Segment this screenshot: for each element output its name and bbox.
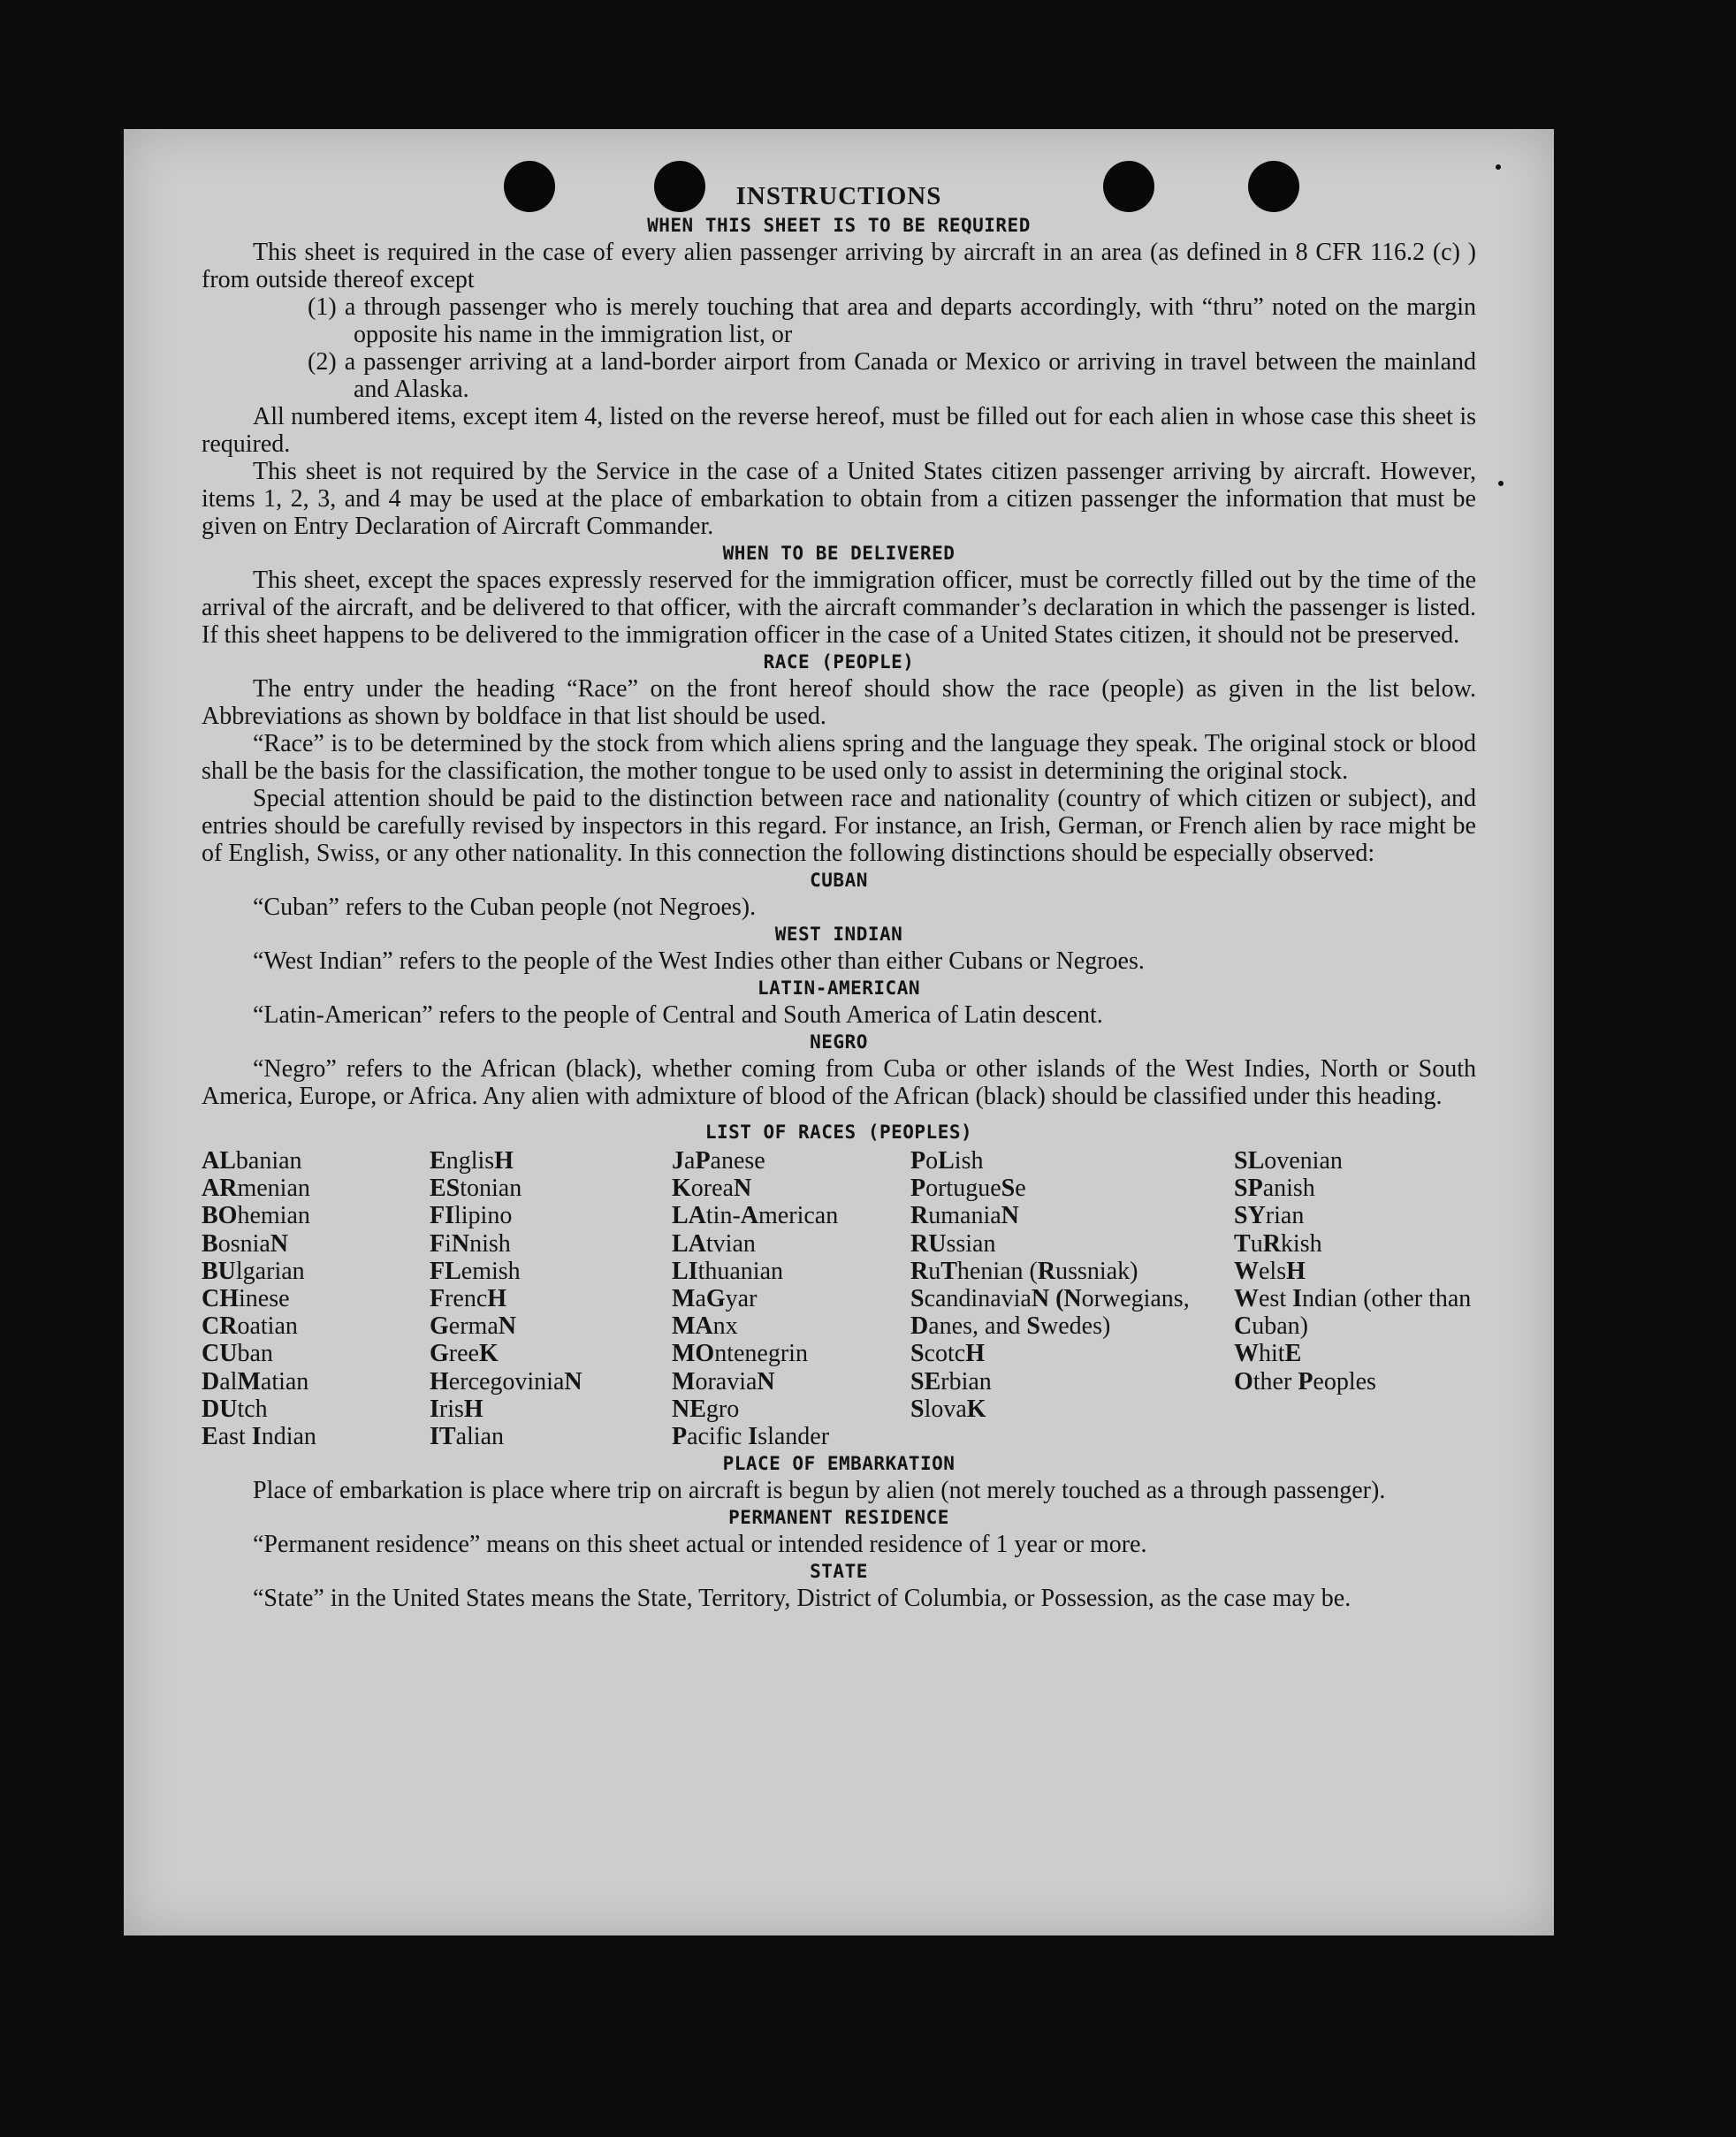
state-text: “State” in the United States means the State, Territory, District of Columbia, or Possession, as the case may be. (253, 1585, 1351, 1613)
race-entry: FIlipino (430, 1202, 513, 1230)
race-entry: IrisH (430, 1395, 483, 1423)
race-entry: West Indian (other than Cuban) (1234, 1285, 1472, 1341)
race-entry: FiNnish (430, 1229, 511, 1258)
heading-west-indian: WEST INDIAN (774, 924, 903, 945)
race-entry: BOhemian (202, 1202, 310, 1230)
place-of-embarkation-text: Place of embarkation is place where trip on aircraft is begun by alien (not merely touched as a through passenger). (253, 1477, 1386, 1505)
race-entry: GermaN (430, 1312, 516, 1341)
race-paragraph: Special attention should be paid to the distinction between race and nationality (country of which citizen or subject), and entries should be carefully revised by inspectors in this regard. For instance, an Irish, German, or French alien by race might be of English, Swiss, or any other nationality. In this connection the following distinctions should be especially observed: (202, 785, 1476, 867)
permanent-residence-text: “Permanent residence” means on this sheet actual or intended residence of 1 year or more. (253, 1531, 1147, 1559)
heading-state: STATE (810, 1561, 868, 1583)
race-entry: RumaniaN (910, 1202, 1019, 1230)
citizen-paragraph: This sheet is not required by the Service in the case of a United States citizen passenger arriving by aircraft. However, items 1, 2, 3, and 4 may be used at the place of embarkation to obtain from a citizen passenger the information that must be given on Entry Declaration of Aircraft Commander. (202, 458, 1476, 540)
negro-text: “Negro” refers to the African (black), whether coming from Cuba or other islands of the West Indies, North or South America, Europe, or Africa. Any alien with admixture of blood of the African (black) should be classified under this heading. (202, 1055, 1476, 1110)
race-entry: NEgro (672, 1395, 740, 1423)
heading-place-of-embarkation: PLACE OF EMBARKATION (722, 1453, 956, 1475)
exception-list (202, 293, 1476, 403)
when-delivered-text: This sheet, except the spaces expressly reserved for the immigration officer, must be correctly filled out by the time of the arrival of the aircraft, and be delivered to that officer, with the aircraft commander’s declaration in which the passenger is listed. If this sheet happens to be delivered to the immigration officer in the case of a United States citizen, it should not be preserved. (202, 567, 1476, 649)
race-entry: DUtch (202, 1395, 268, 1423)
race-entry: KoreaN (672, 1175, 752, 1203)
when-required-intro: This sheet is required in the case of every alien passenger arriving by aircraft in an area (as defined in 8 CFR 116.2 (c) ) from outside thereof except (202, 239, 1476, 293)
race-entry: PoLish (910, 1147, 984, 1175)
cuban-text: “Cuban” refers to the Cuban people (not Negroes). (253, 894, 757, 921)
races-column (202, 1147, 430, 1450)
race-entry: JaPanese (672, 1147, 765, 1175)
race-entry: BUlgarian (202, 1257, 305, 1285)
speck (1496, 164, 1501, 170)
page-title: INSTRUCTIONS (735, 182, 942, 210)
race-entry: SYrian (1234, 1202, 1305, 1230)
heading-permanent-residence: PERMANENT RESIDENCE (728, 1507, 949, 1529)
races-column (1234, 1147, 1476, 1450)
race-entry: SlovaK (910, 1395, 986, 1423)
race-entry: ARmenian (202, 1175, 310, 1203)
race-entry: SErbian (910, 1367, 992, 1396)
numbered-items-paragraph: All numbered items, except item 4, listed on the reverse hereof, must be filled out for each alien in whose case this sheet is required. (202, 403, 1476, 458)
speck (1498, 481, 1504, 486)
heading-latin-american: LATIN-AMERICAN (757, 977, 920, 999)
race-paragraph: The entry under the heading “Race” on the front hereof should show the race (people) as given in the list below. Abbreviations as shown by boldface in that list should be used. (202, 675, 1476, 730)
heading-race: RACE (PEOPLE) (763, 651, 915, 673)
race-entry: CHinese (202, 1285, 290, 1313)
races-column (910, 1147, 1234, 1450)
race-entry: CRoatian (202, 1312, 298, 1341)
west-indian-text: “West Indian” refers to the people of the West Indies other than either Cubans or Negroes. (253, 947, 1145, 975)
races-table (202, 1147, 1476, 1450)
race-entry: PortugueSe (910, 1175, 1026, 1203)
race-entry: Pacific Islander (672, 1423, 830, 1451)
race-entry: MaGyar (672, 1285, 758, 1313)
race-entry: WelsH (1234, 1257, 1306, 1285)
race-entry: SPanish (1234, 1175, 1315, 1203)
race-entry: ScandinaviaN (Norwegians, Danes, and Swedes) (910, 1285, 1190, 1341)
race-entry: WhitE (1234, 1340, 1302, 1368)
heading-cuban: CUBAN (810, 870, 868, 891)
race-entry: GreeK (430, 1340, 499, 1368)
races-column (430, 1147, 672, 1450)
race-entry: ScotcH (910, 1340, 985, 1368)
race-entry: BosniaN (202, 1229, 289, 1258)
race-entry: RuThenian (Russniak) (910, 1257, 1138, 1285)
race-entry: East Indian (202, 1423, 316, 1451)
race-entry: SLovenian (1234, 1147, 1343, 1175)
heading-when-delivered: WHEN TO BE DELIVERED (722, 543, 956, 564)
race-entry: EStonian (430, 1175, 522, 1203)
race-entry: MOntenegrin (672, 1340, 808, 1368)
race-entry: LIthuanian (672, 1257, 783, 1285)
race-entry: LAtvian (672, 1229, 756, 1258)
exception-item: (2) a passenger arriving at a land-border airport from Canada or Mexico or arriving in travel between the mainland and Alaska. (308, 348, 1476, 403)
race-entry: DalMatian (202, 1367, 309, 1396)
race-entry: EnglisH (430, 1147, 514, 1175)
race-entry: LAtin-American (672, 1202, 839, 1230)
instructions-content (202, 180, 1476, 1612)
race-entry: FLemish (430, 1257, 521, 1285)
document-sheet (124, 129, 1554, 1935)
race-entry: HercegoviniaN (430, 1367, 582, 1396)
latin-american-text: “Latin-American” refers to the people of Central and South America of Latin descent. (253, 1001, 1103, 1029)
races-column (672, 1147, 910, 1450)
race-entry: FrencH (430, 1285, 507, 1313)
exception-item: (1) a through passenger who is merely touching that area and departs accordingly, with “thru” noted on the margin opposite his name in the immigration list, or (308, 293, 1476, 348)
race-paragraph: “Race” is to be determined by the stock from which aliens spring and the language they speak. The original stock or blood shall be the basis for the classification, the mother tongue to be used only to assist in determining the original stock. (202, 730, 1476, 785)
race-entry: ITalian (430, 1423, 504, 1451)
race-entry: Other Peoples (1234, 1367, 1376, 1396)
race-entry: MAnx (672, 1312, 738, 1341)
heading-negro: NEGRO (810, 1031, 868, 1053)
race-entry: RUssian (910, 1229, 996, 1258)
race-entry: TuRkish (1234, 1229, 1322, 1258)
heading-list-of-races: LIST OF RACES (PEOPLES) (704, 1122, 973, 1143)
race-entry: MoraviaN (672, 1367, 775, 1396)
race-entry: ALbanian (202, 1147, 302, 1175)
race-entry: CUban (202, 1340, 273, 1368)
heading-when-required: WHEN THIS SHEET IS TO BE REQUIRED (647, 215, 1031, 236)
